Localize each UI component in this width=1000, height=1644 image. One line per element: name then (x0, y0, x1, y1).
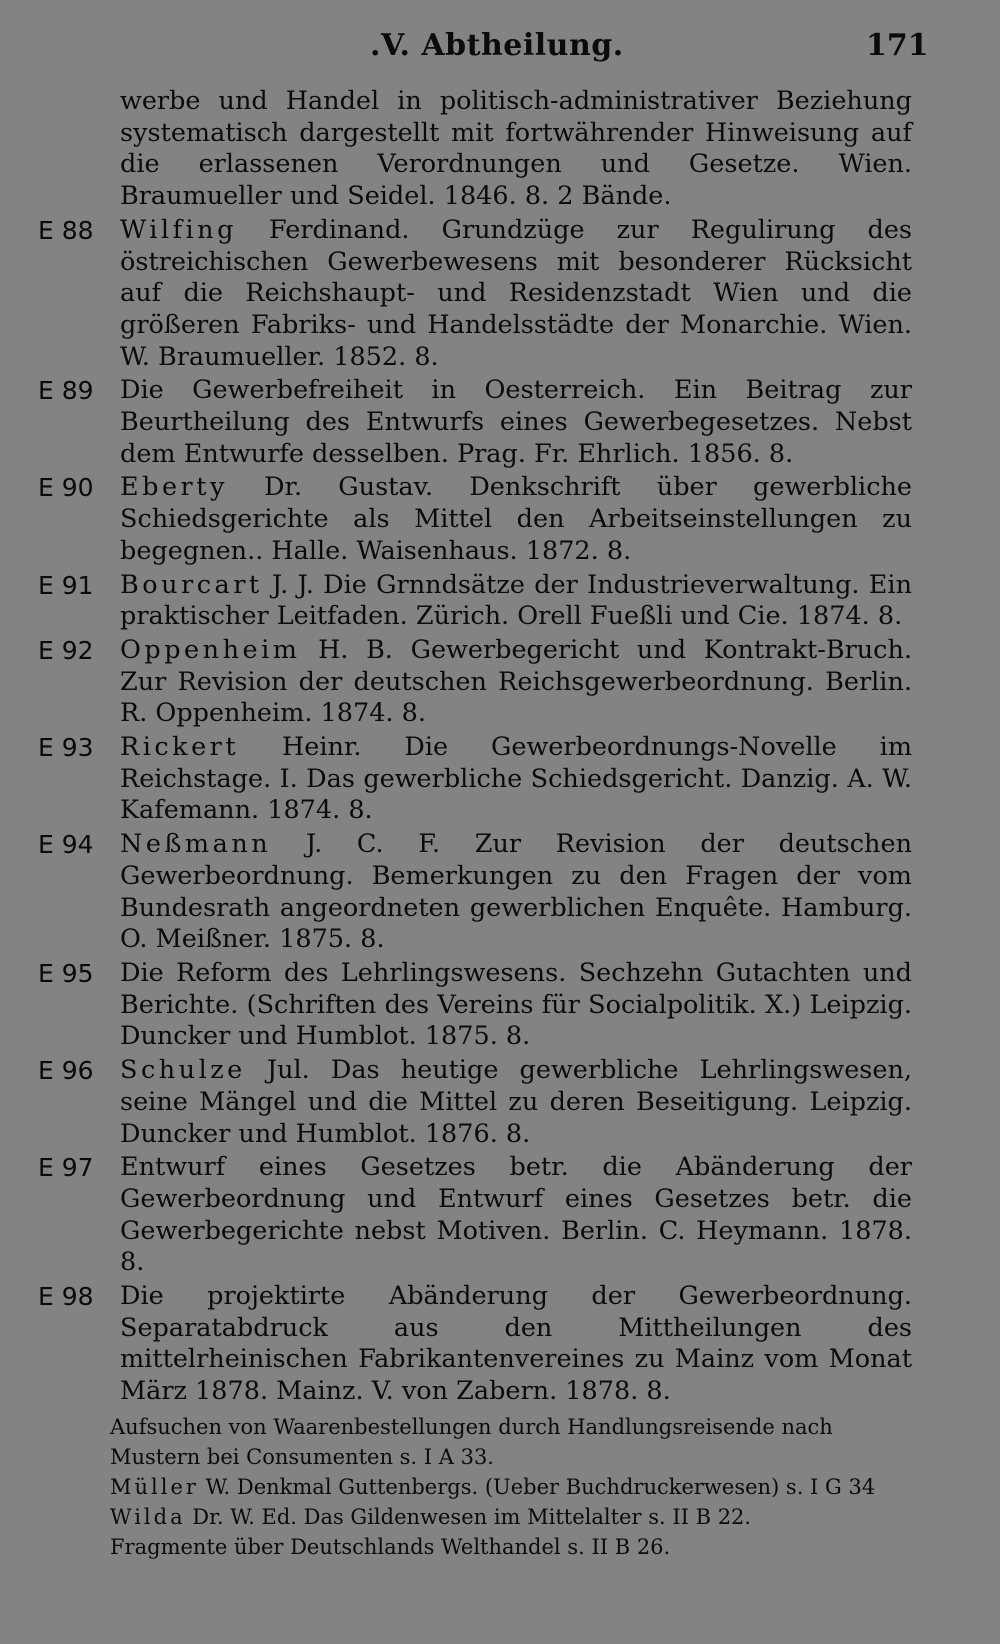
entry-text: Die projektirte Abänderung der Gewerbeordnung. Separatabdruck aus den Mittheilungen des mittelrheinischen Fabrikantenvereines zu Mainz vom Monat März 1878. Mainz. V. von Zabern. 1878. 8. (120, 1281, 912, 1407)
entry-author: Eberty (120, 472, 228, 503)
entry-text: werbe und Handel in politisch-administrativer Beziehung systematisch dargestellt mit fortwährender Hinweisung auf die erlassenen Verordnungen und Gesetze. Wien. Braumueller und Seidel. 1846. 8. 2 Bände. (120, 86, 912, 212)
entry-text: Die Gewerbefreiheit in Oesterreich. Ein Beitrag zur Beurtheilung des Entwurfs eines Gewerbegesetzes. Nebst dem Entwurfe desselben. Prag. Fr. Ehrlich. 1856. 8. (120, 375, 912, 469)
list-item (0, 1281, 1000, 1408)
entry-text: Dr. Gustav. Denkschrift über gewerbliche Schiedsgerichte als Mittel den Arbeitseinstellungen zu begegnen.. Halle. Waisenhaus. 1872. 8. (120, 472, 912, 566)
page-header (0, 28, 1000, 68)
page-number: 171 (866, 28, 929, 63)
entry-number: E 88 (38, 215, 94, 245)
list-item (0, 1055, 1000, 1150)
list-item (0, 472, 1000, 567)
reference-text: Dr. W. Ed. Das Gildenwesen im Mittelalter s. II B 22. (185, 1505, 752, 1529)
bibliography-list (0, 86, 1000, 1408)
list-item (0, 375, 1000, 470)
entry-text: Entwurf eines Gesetzes betr. die Abänderung der Gewerbeordnung und Entwurf eines Gesetzes betr. die Gewerbegerichte nebst Motiven. Berlin. C. Heymann. 1878. 8. (120, 1152, 912, 1278)
entry-number: E 96 (38, 1056, 94, 1086)
entry-number: E 98 (38, 1282, 94, 1312)
entry-author: Wilfing (120, 214, 237, 245)
entry-number: E 97 (38, 1153, 94, 1183)
entry-text: H. B. Gewerbegericht und Kontrakt-Bruch. Zur Revision der deutschen Reichsgewerbeordnung. Berlin. R. Oppenheim. 1874. 8. (120, 634, 912, 729)
list-item (0, 732, 1000, 827)
reference-author: Wilda (110, 1505, 186, 1529)
section-title: .V. Abtheilung. (370, 28, 624, 63)
entry-author: Schulze (120, 1055, 246, 1086)
cross-references (110, 1412, 916, 1562)
entry-number: E 91 (38, 570, 94, 600)
entry-text: J. J. Die Grnndsätze der Industrieverwaltung. Ein praktischer Leitfaden. Zürich. Orell Fueßli und Cie. 1874. 8. (120, 569, 912, 632)
entry-author: Rickert (120, 732, 240, 763)
list-item (0, 958, 1000, 1053)
entry-number: E 92 (38, 635, 94, 665)
cross-reference-item (110, 1532, 916, 1562)
entry-text: Ferdinand. Grundzüge zur Regulirung des östreichischen Gewerbewesens mit besonderer Rücksicht auf die Reichshaupt- und Residenzstadt Wien und die größeren Fabriks- und Handelsstädte der Monarchie. Wien. W. Braumueller. 1852. 8. (120, 214, 912, 372)
reference-text: W. Denkmal Guttenbergs. (Ueber Buchdruckerwesen) s. I G 34 (198, 1475, 876, 1499)
entry-number: E 90 (38, 473, 94, 503)
list-item (0, 86, 1000, 213)
entry-text: Heinr. Die Gewerbeordnungs-Novelle im Reichstage. I. Das gewerbliche Schiedsgericht. Danzig. A. W. Kafemann. 1874. 8. (120, 732, 912, 826)
reference-text: Aufsuchen von Waarenbestellungen durch Handlungsreisende nach Mustern bei Consumenten s. I A 33. (110, 1415, 833, 1469)
entry-text: Jul. Das heutige gewerbliche Lehrlingswesen, seine Mängel und die Mittel zu deren Beseitigung. Leipzig. Duncker und Humblot. 1876. 8. (120, 1055, 912, 1149)
cross-reference-item (110, 1502, 916, 1532)
entry-number: E 93 (38, 733, 94, 763)
entry-text: J. C. F. Zur Revision der deutschen Gewerbeordnung. Bemerkungen zu den Fragen der vom Bundesrath angeordneten gewerblichen Enquête. Hamburg. O. Meißner. 1875. 8. (120, 829, 912, 955)
entry-author: Oppenheim (120, 634, 301, 665)
entry-number: E 94 (38, 830, 94, 860)
list-item (0, 570, 1000, 633)
cross-reference-item (110, 1472, 916, 1502)
entry-number: E 89 (38, 376, 94, 406)
list-item (0, 215, 1000, 374)
entry-text: Die Reform des Lehrlingswesens. Sechzehn Gutachten und Berichte. (Schriften des Vereins für Socialpolitik. X.) Leipzig. Duncker und Humblot. 1875. 8. (120, 957, 912, 1052)
entry-number: E 95 (38, 958, 94, 988)
cross-reference-item (110, 1412, 916, 1472)
entry-author: Bourcart (120, 569, 263, 600)
list-item (0, 1152, 1000, 1279)
entry-author: Neßmann (120, 829, 272, 860)
list-item (0, 829, 1000, 956)
reference-text: Fragmente über Deutschlands Welthandel s. II B 26. (110, 1535, 671, 1559)
list-item (0, 635, 1000, 730)
reference-author: Müller (110, 1475, 199, 1499)
